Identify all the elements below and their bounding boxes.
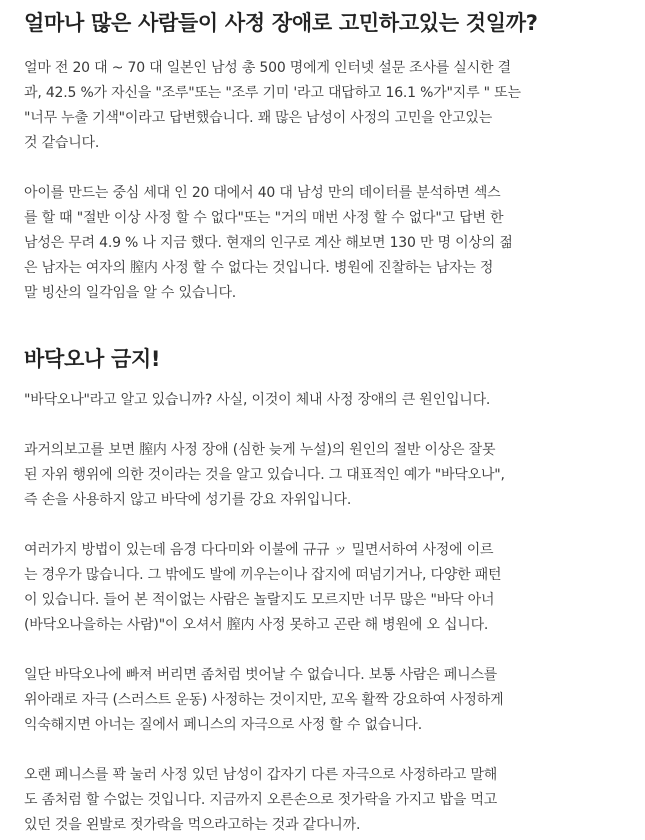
paragraph-line: 도 좀처럼 할 수없는 것입니다. 지금까지 오른손으로 젓가락을 가지고 밥을 먹고 xyxy=(24,792,498,808)
paragraph xyxy=(24,56,627,156)
paragraph xyxy=(24,388,627,413)
paragraph xyxy=(24,763,627,838)
paragraph-line: 여러가지 방법이 있는데 음경 다다미와 이불에 규규 ッ 밀면서하여 사정에 이르 xyxy=(24,542,494,558)
paragraph xyxy=(24,181,627,306)
section-heading: 얼마나 많은 사람들이 사정 장애로 고민하고있는 것일까? xyxy=(24,11,538,35)
paragraph-line: 얼마 전 20 대 ~ 70 대 일본인 남성 총 500 명에게 인터넷 설문 조사를 실시한 결 xyxy=(24,60,511,76)
paragraph-line: 오랜 페니스를 꽉 눌러 사정 있던 남성이 갑자기 다른 자극으로 사정하라고 말해 xyxy=(24,767,498,783)
paragraph-line: 된 자위 행위에 의한 것이라는 것을 알고 있습니다. 그 대표적인 예가 "바닥오나", xyxy=(24,467,505,483)
paragraph-line: 것 같습니다. xyxy=(24,135,100,151)
paragraph-line: 있던 것을 왼발로 젓가락을 먹으라고하는 것과 같다니까. xyxy=(24,817,361,833)
paragraph-line: 남성은 무려 4.9 % 나 지금 했다. 현재의 인구로 계산 해보면 130 만 명 이상의 젊 xyxy=(24,235,513,251)
paragraph-line: 익숙해지면 아너는 질에서 페니스의 자극으로 사정 할 수 없습니다. xyxy=(24,717,422,733)
paragraph-line: 즉 손을 사용하지 않고 바닥에 성기를 강요 자위입니다. xyxy=(24,492,352,508)
paragraph-line: 이 있습니다. 들어 본 적이없는 사람은 놀랄지도 모르지만 너무 많은 "바닥 아너 xyxy=(24,592,495,608)
paragraph-line: 아이를 만드는 중심 세대 인 20 대에서 40 대 남성 만의 데이터를 분석하면 섹스 xyxy=(24,185,501,201)
paragraph-line: 은 남자는 여자의 膣内 사정 할 수 없다는 것입니다. 병원에 진찰하는 남자는 정 xyxy=(24,260,494,276)
paragraph-line: "너무 누출 기색"이라고 답변했습니다. 꽤 많은 남성이 사정의 고민을 안고있는 xyxy=(24,110,493,126)
section-floor-masturbation xyxy=(24,342,627,838)
paragraph-line: 를 할 때 "절반 이상 사정 할 수 없다"또는 "거의 매번 사정 할 수 없다"고 답변 한 xyxy=(24,210,504,226)
paragraph-line: "바닥오나"라고 알고 있습니까? 사실, 이것이 체내 사정 장애의 큰 원인입니다. xyxy=(24,392,491,408)
paragraph-line: 일단 바닥오나에 빠져 버리면 좀처럼 벗어날 수 없습니다. 보통 사람은 페니스를 xyxy=(24,667,498,683)
paragraph xyxy=(24,663,627,738)
paragraph xyxy=(24,538,627,638)
section-heading: 바닥오나 금지! xyxy=(24,347,161,371)
paragraph xyxy=(24,438,627,513)
paragraph-line: 는 경우가 많습니다. 그 밖에도 발에 끼우는이나 잡지에 떠넘기거나, 다양한 패턴 xyxy=(24,567,502,583)
paragraph-line: (바닥오나을하는 사람)"이 오셔서 膣内 사정 못하고 곤란 해 병원에 오 십니다. xyxy=(24,617,489,633)
paragraph-line: 말 빙산의 일각임을 알 수 있습니다. xyxy=(24,285,237,301)
section-prevalence xyxy=(24,0,627,306)
paragraph-line: 위아래로 자극 (스러스트 운동) 사정하는 것이지만, 꼬옥 활짝 강요하여 사정하게 xyxy=(24,692,504,708)
paragraph-line: 과, 42.5 %가 자신을 "조루"또는 "조루 기미 '라고 대답하고 16.1 %가"지루 " 또는 xyxy=(24,85,521,101)
paragraph-line: 과거의보고를 보면 膣内 사정 장애 (심한 늦게 누설)의 원인의 절반 이상은 잘못 xyxy=(24,442,496,458)
